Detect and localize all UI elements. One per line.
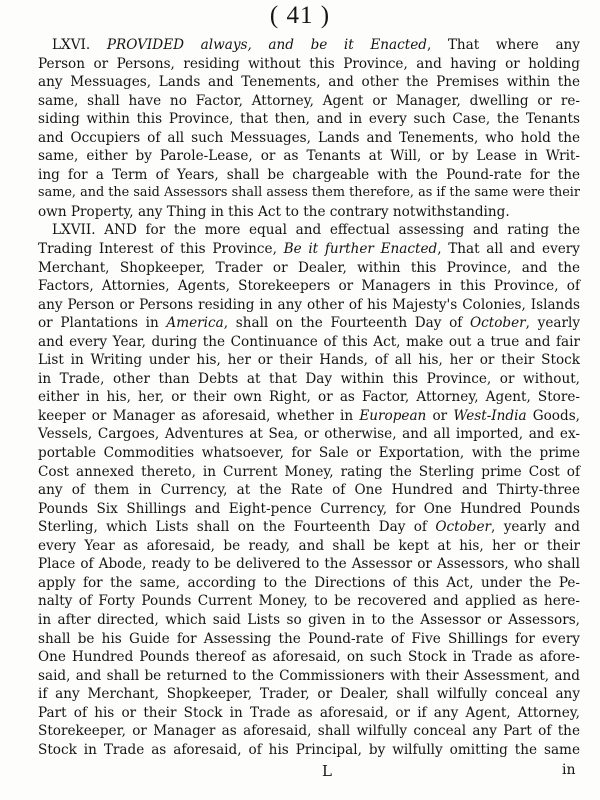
text-line bbox=[38, 370, 580, 389]
text-run: , That where any bbox=[426, 37, 580, 53]
italic-run: PROVIDED always, and be it Enacted bbox=[106, 37, 427, 53]
paragraph-lxvi bbox=[38, 36, 580, 221]
text-line bbox=[38, 667, 580, 686]
text-run: in Trade, other than Debts at that Day within this Province, or without, bbox=[38, 370, 580, 387]
text-line bbox=[38, 240, 580, 259]
italic-run: America bbox=[166, 315, 224, 332]
text-line bbox=[38, 129, 580, 148]
text-run: Sterling, which Lists shall on the Fourteenth Day of bbox=[38, 519, 436, 536]
text-line bbox=[38, 110, 580, 129]
text-line bbox=[38, 648, 580, 667]
text-run: Place of Abode, ready to be delivered to the Assessor or Assessors, who shall bbox=[38, 556, 580, 573]
text-line bbox=[38, 277, 580, 296]
italic-run: October bbox=[470, 315, 526, 332]
text-run: any Messuages, Lands and Tenements, and other the Premises within the bbox=[38, 74, 580, 91]
text-run: , yearly bbox=[525, 315, 580, 332]
text-line bbox=[38, 592, 580, 611]
text-run: LXVI. bbox=[52, 37, 107, 53]
text-run: and every Year, during the Continuance of this Act, make out a true and fair bbox=[38, 333, 580, 350]
text-line bbox=[38, 685, 580, 704]
text-run: nalty of Forty Pounds Current Money, to be recovered and applied as here- bbox=[38, 593, 580, 610]
text-run: Goods, bbox=[526, 407, 580, 424]
text-line bbox=[38, 55, 580, 74]
body-text bbox=[38, 36, 580, 759]
text-run: portable Commodities whatsoever, for Sale or Exportation, with the prime bbox=[38, 445, 580, 462]
text-run: Pounds Six Shillings and Eight-pence Currency, for One Hundred Pounds bbox=[38, 500, 580, 517]
text-run: same, and the said Assessors shall assess them therefore, as if the same were their bbox=[38, 185, 580, 201]
text-line bbox=[38, 630, 580, 649]
text-line bbox=[38, 722, 580, 741]
text-run: or Plantations in bbox=[38, 315, 167, 332]
text-line bbox=[38, 36, 580, 55]
text-run: ing for a Term of Years, shall be chargeable with the Pound-rate for the bbox=[38, 166, 580, 183]
text-run: Stock in Trade as aforesaid, of his Principal, by wilfully omitting the same bbox=[38, 741, 580, 758]
text-run: One Hundred Pounds thereof as aforesaid, on such Stock in Trade as afore- bbox=[38, 649, 580, 666]
signature-mark: L bbox=[322, 762, 332, 780]
text-run: LXVII. AND for the more equal and effectual assessing and rating the bbox=[52, 222, 580, 239]
text-line bbox=[38, 259, 580, 278]
text-run: Person or Persons, residing without this Province, and having or holding bbox=[38, 55, 580, 72]
text-run: in after directed, which said Lists so given in to the Assessor or Assessors, bbox=[38, 611, 580, 628]
text-run: Merchant, Shopkeeper, Trader or Dealer, within this Province, and the bbox=[38, 259, 580, 276]
text-run: Factors, Attornies, Agents, Storekeepers or Managers in this Province, of bbox=[38, 278, 580, 295]
page-footer bbox=[0, 762, 600, 784]
text-line bbox=[38, 333, 580, 352]
text-line bbox=[38, 166, 580, 185]
text-line bbox=[38, 351, 580, 370]
text-run: shall be his Guide for Assessing the Pound-rate of Five Shillings for every bbox=[38, 630, 580, 647]
text-run: same, either by Parole-Lease, or as Tenants at Will, or by Lease in Writ- bbox=[38, 148, 580, 165]
italic-run: European bbox=[359, 407, 427, 424]
catchword: in bbox=[562, 762, 576, 778]
text-line bbox=[38, 184, 580, 203]
text-run: apply for the same, according to the Directions of this Act, under the Pe- bbox=[38, 574, 580, 591]
text-run: and Occupiers of all such Messuages, Lands and Tenements, who hold the bbox=[38, 129, 580, 146]
text-line bbox=[38, 407, 580, 426]
text-run: Vessels, Cargoes, Adventures at Sea, or otherwise, and all imported, and ex- bbox=[38, 426, 580, 443]
text-line bbox=[38, 203, 580, 222]
text-line bbox=[38, 444, 580, 463]
text-line bbox=[38, 555, 580, 574]
text-line bbox=[38, 741, 580, 760]
text-run: same, shall have no Factor, Attorney, Agent or Manager, dwelling or re- bbox=[38, 92, 580, 109]
text-line bbox=[38, 388, 580, 407]
italic-run: Be it further Enacted bbox=[283, 241, 438, 258]
text-line bbox=[38, 537, 580, 556]
text-line bbox=[38, 314, 580, 333]
text-run: , yearly and bbox=[491, 519, 580, 536]
text-run: , That all and every bbox=[437, 241, 580, 258]
text-line bbox=[38, 296, 580, 315]
text-run: own Property, any Thing in this Act to the contrary notwithstanding. bbox=[38, 203, 510, 220]
text-line bbox=[38, 611, 580, 630]
text-line bbox=[38, 481, 580, 500]
text-line bbox=[38, 500, 580, 519]
text-run: Cost annexed thereto, in Current Money, rating the Sterling prime Cost of bbox=[38, 463, 580, 480]
text-line bbox=[38, 425, 580, 444]
italic-run: October bbox=[435, 519, 491, 536]
text-run: any of them in Currency, at the Rate of One Hundred and Thirty-three bbox=[38, 482, 580, 499]
text-run: every Year as aforesaid, be ready, and shall be kept at his, her or their bbox=[38, 537, 580, 554]
text-run: , shall on the Fourteenth Day of bbox=[223, 315, 470, 332]
text-run: Storekeeper, or Manager as aforesaid, shall wilfully conceal any Part of the bbox=[38, 723, 580, 740]
text-line bbox=[38, 147, 580, 166]
paragraph-lxvii bbox=[38, 221, 580, 759]
page-number: ( 41 ) bbox=[269, 2, 331, 29]
text-run: if any Merchant, Shopkeeper, Trader, or Dealer, shall wilfully conceal any bbox=[38, 686, 580, 703]
text-line bbox=[38, 92, 580, 111]
text-run: or bbox=[426, 407, 454, 424]
text-line bbox=[38, 704, 580, 723]
text-run: siding within this Province, that then, and in every such Case, the Tenants bbox=[38, 111, 580, 128]
text-run: said, and shall be returned to the Commissioners with their Assessment, and bbox=[38, 667, 580, 684]
text-line bbox=[38, 73, 580, 92]
text-run: either in his, her, or their own Right, or as Factor, Attorney, Agent, Store- bbox=[38, 389, 580, 406]
text-line bbox=[38, 574, 580, 593]
text-run: any Person or Persons residing in any other of his Majesty's Colonies, Islands bbox=[38, 296, 580, 313]
italic-run: West-India bbox=[453, 407, 527, 424]
text-line bbox=[38, 221, 580, 240]
text-line bbox=[38, 463, 580, 482]
text-run: Part of his or their Stock in Trade as aforesaid, or if any Agent, Attorney, bbox=[38, 704, 580, 721]
text-run: List in Writing under his, her or their Hands, of all his, her or their Stock bbox=[38, 352, 580, 369]
text-line bbox=[38, 518, 580, 537]
text-run: Trading Interest of this Province, bbox=[38, 241, 284, 258]
text-run: keeper or Manager as aforesaid, whether in bbox=[38, 407, 360, 424]
